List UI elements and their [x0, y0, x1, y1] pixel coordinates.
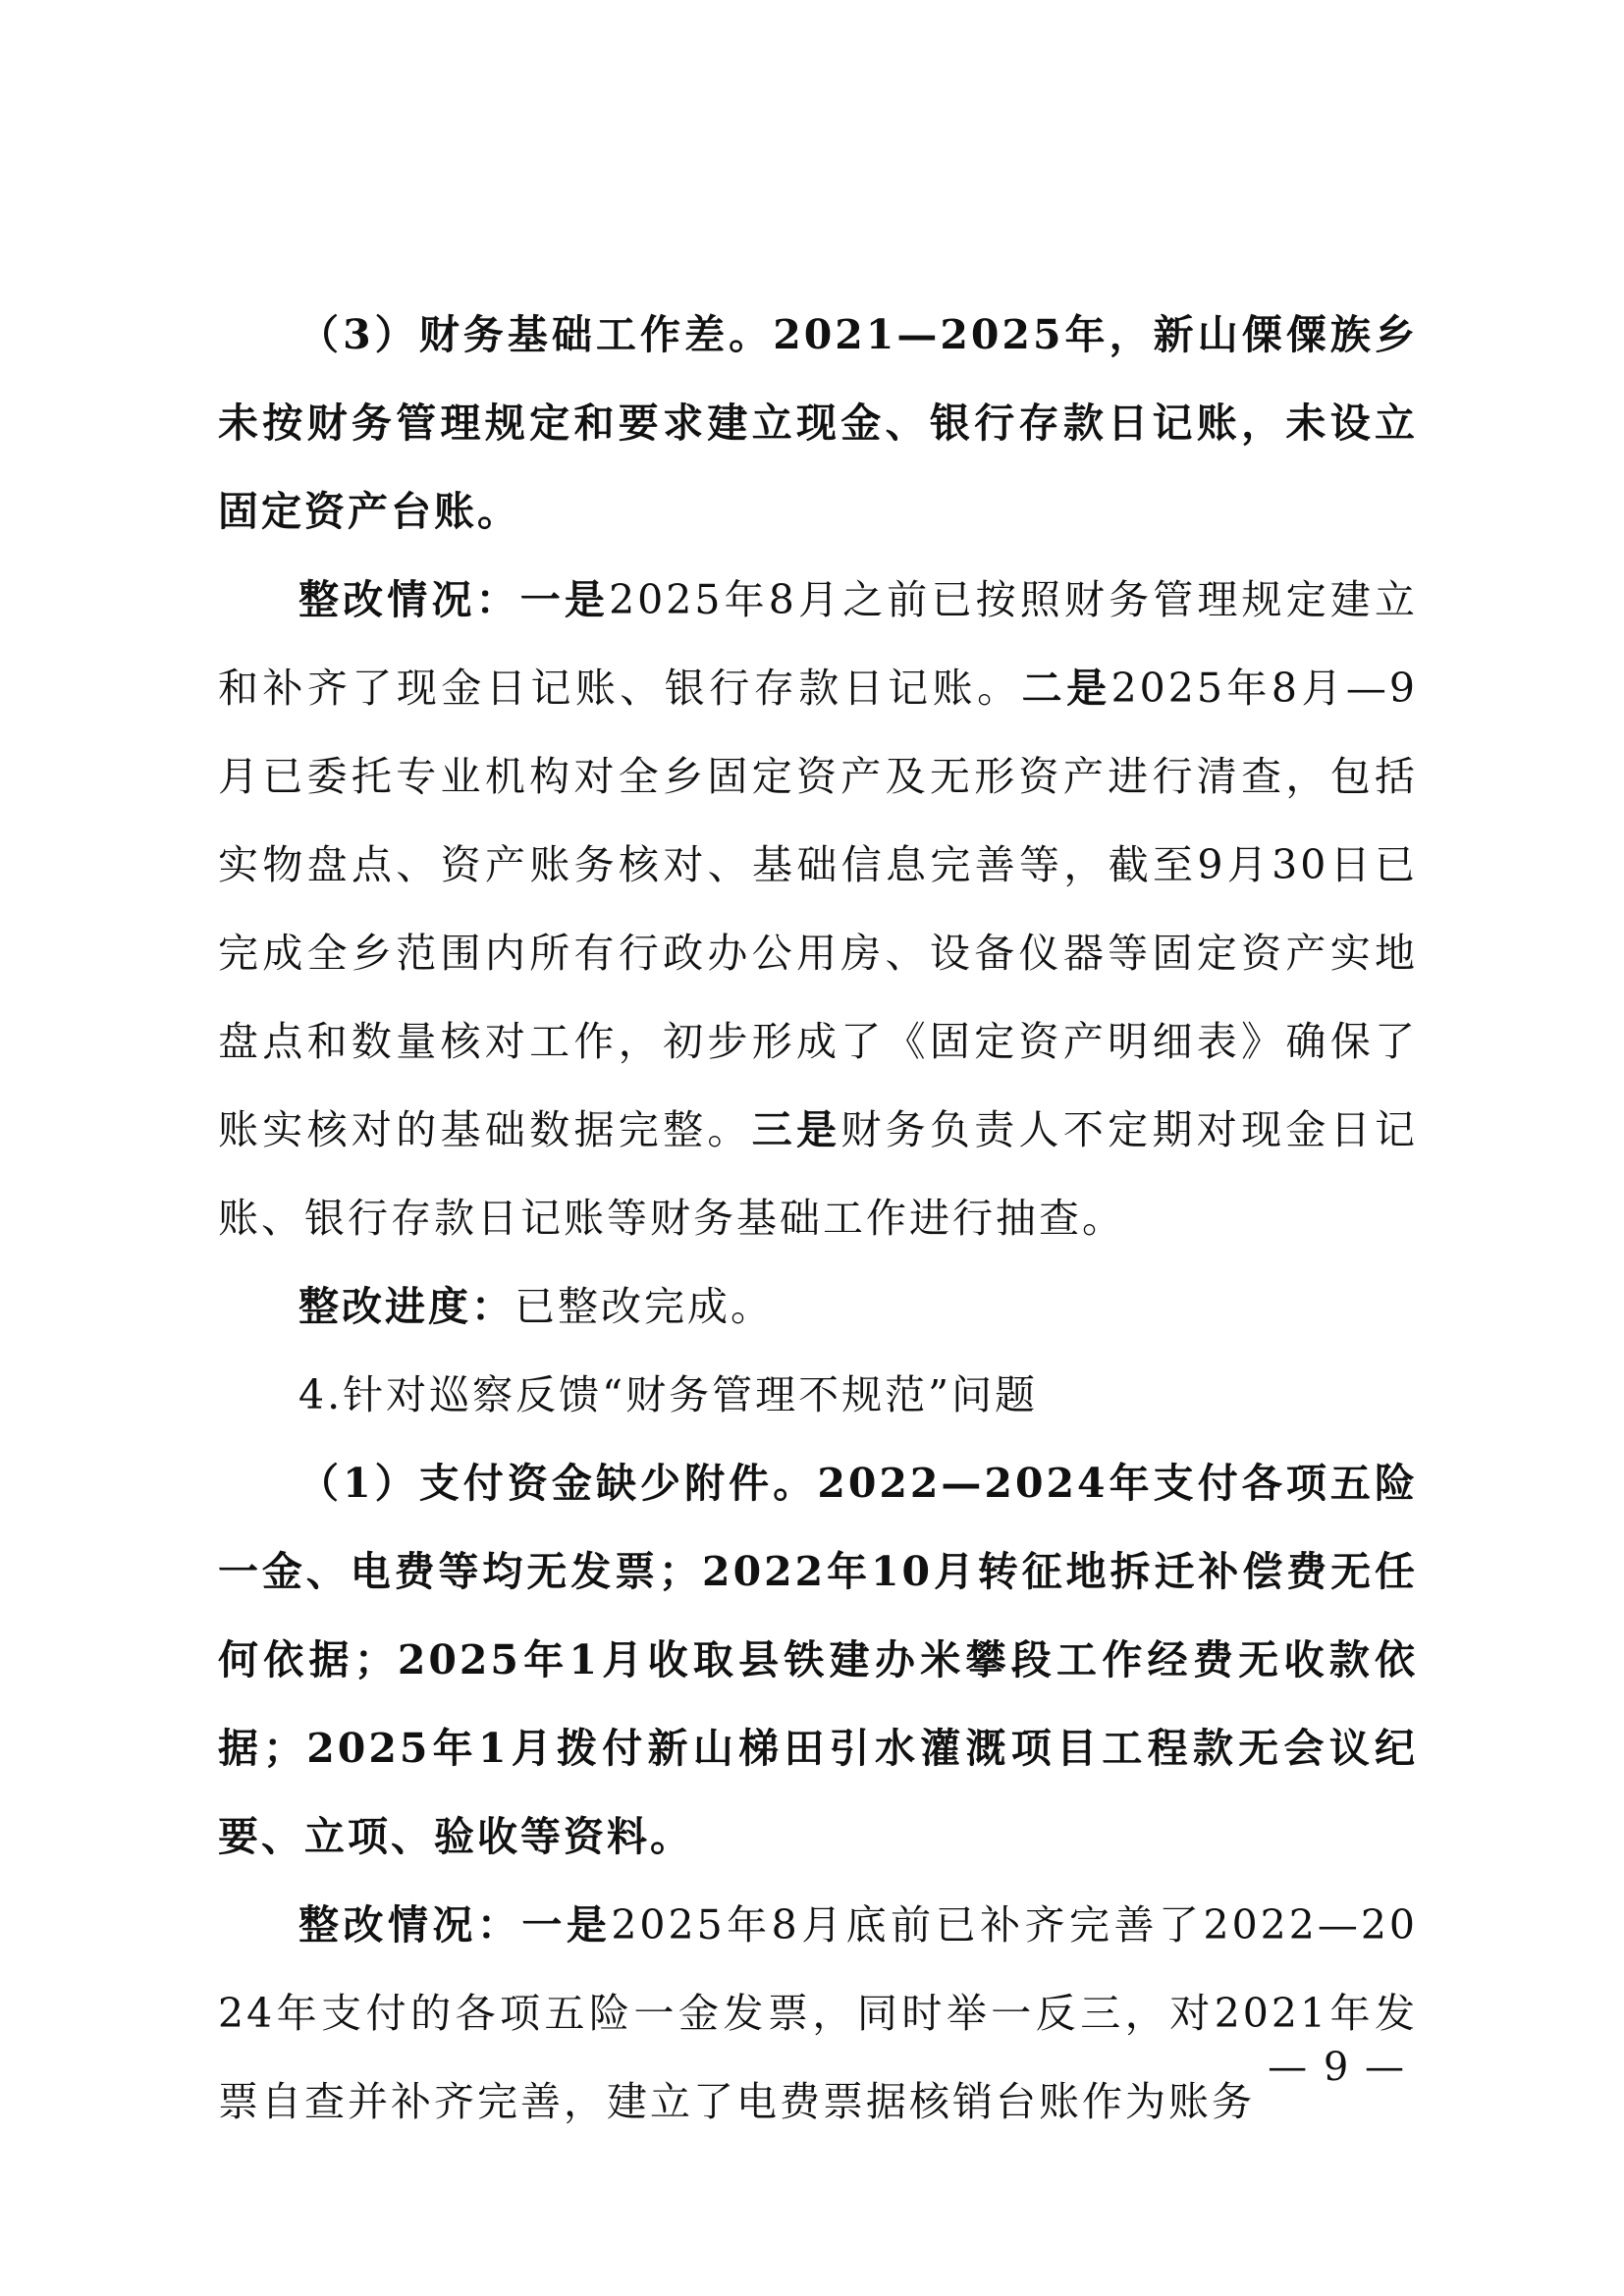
- page-number: — 9 —: [1268, 2045, 1406, 2090]
- problem-body: 2022—2024年支付各项五险一金、电费等均无发票；2022年10月转征地拆迁补偿费无任何依据；2025年1月收取县铁建办米攀段工作经费无收款依据；2025年1月拨付新山梯田引水灌溉项目工程款无会议纪要、立项、验收等资料。: [218, 1460, 1418, 1860]
- problem-body: 2021—2025年，新山傈僳族乡未按财务管理规定和要求建立现金、银行存款日记账，未设立固定资产台账。: [218, 311, 1418, 535]
- point-one-text: 2025年8月底前已补齐完善了2022—2024年支付的各项五险一金发票，同时举一反三，对2021年发票自查并补齐完善，建立了电费票据核销台账作为账务: [218, 1901, 1418, 2125]
- point-two-marker: 二是: [1021, 665, 1111, 712]
- point-one-marker: 一是: [521, 1901, 612, 1949]
- paragraph-rectification-status-1: [218, 556, 1418, 1262]
- problem-label: （1）支付资金缺少附件。: [298, 1460, 818, 1507]
- problem-label: （3）财务基础工作差。: [298, 311, 774, 358]
- point-one-text: 2025年8月之前已按照财务管理规定建立和补齐了现金日记账、银行存款日记账。: [218, 576, 1418, 712]
- paragraph-rectification-status-2: [218, 1881, 1418, 2146]
- point-three-marker: 三是: [751, 1106, 841, 1153]
- status-label: 整改情况：: [298, 576, 520, 623]
- progress-text: 已整改完成。: [514, 1283, 774, 1330]
- status-label: 整改情况：: [298, 1901, 522, 1949]
- section-heading-4: [218, 1351, 1418, 1439]
- paragraph-rectification-progress: [218, 1262, 1418, 1351]
- progress-label: 整改进度：: [298, 1283, 514, 1330]
- paragraph-missing-attachments-problem: [218, 1439, 1418, 1881]
- point-one-marker: 一是: [519, 576, 610, 623]
- document-page: [218, 291, 1418, 2146]
- point-two-text: 2025年8月—9月已委托专业机构对全乡固定资产及无形资产进行清查，包括实物盘点、资产账务核对、基础信息完善等，截至9月30日已完成全乡范围内所有行政办公用房、设备仪器等固定资产实地盘点和数量核对工作，初步形成了《固定资产明细表》确保了账实核对的基础数据完整。: [218, 665, 1419, 1153]
- point-three-text: 财务负责人不定期对现金日记账、银行存款日记账等财务基础工作进行抽查。: [218, 1106, 1419, 1242]
- paragraph-financial-basics-problem: [218, 291, 1418, 556]
- section-heading-text: 4.针对巡察反馈“财务管理不规范”问题: [298, 1371, 1039, 1418]
